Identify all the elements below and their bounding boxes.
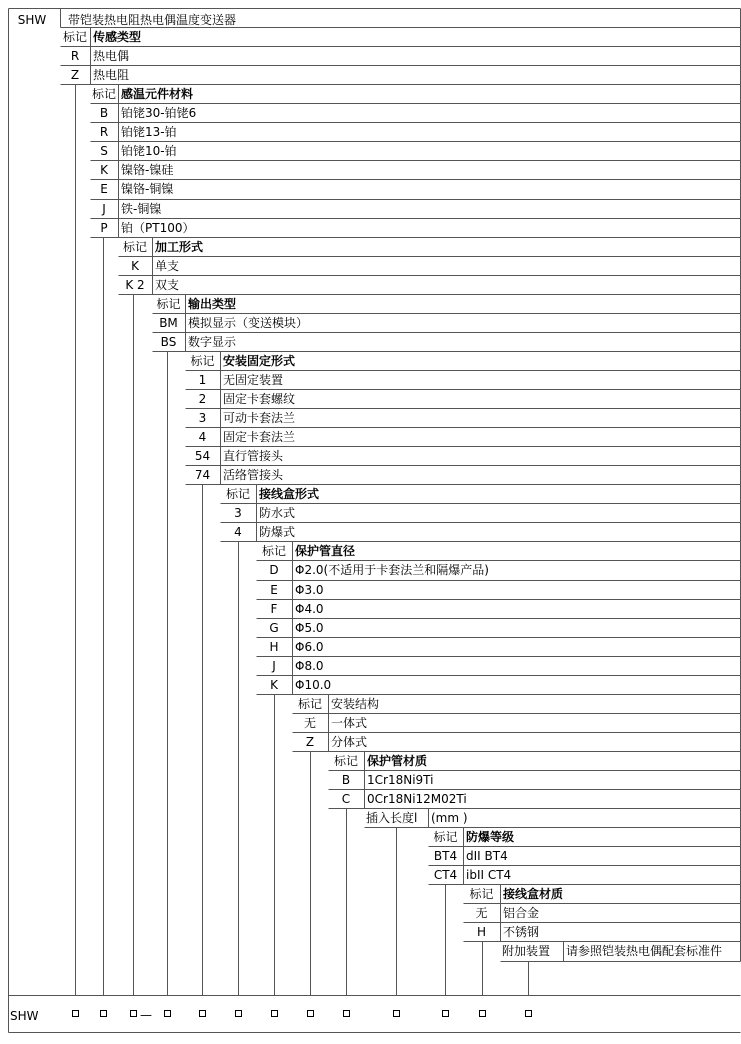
- option-code: 1: [198, 373, 207, 387]
- code-box: [72, 1010, 79, 1017]
- option-code: Z: [305, 735, 315, 749]
- section-code-header: 标记: [122, 240, 147, 254]
- section-code-header: 标记: [469, 887, 494, 901]
- option-label: Φ4.0: [295, 602, 324, 616]
- option-label: 0Cr18Ni12M02Ti: [367, 792, 467, 806]
- option-code: E: [270, 583, 278, 597]
- option-code: 4: [234, 525, 242, 539]
- option-code: K 2: [125, 278, 145, 292]
- section-title-element_material: 感温元件材料: [121, 87, 194, 101]
- code-box: [199, 1010, 206, 1017]
- option-label: 无固定装置: [223, 373, 284, 387]
- section-code-header: 标记: [92, 87, 117, 101]
- section-title-junction_box: 接线盒形式: [259, 487, 320, 501]
- option-code: B: [99, 106, 109, 120]
- code-box: [100, 1010, 107, 1017]
- option-label: 直行管接头: [223, 449, 284, 463]
- option-code: S: [100, 144, 108, 158]
- option-label: 热电阻: [93, 68, 130, 82]
- option-label: ibII CT4: [466, 868, 512, 882]
- option-code: F: [270, 602, 278, 616]
- section-title-processing: 加工形式: [155, 240, 204, 254]
- section-title-tube_material: 保护管材质: [367, 754, 428, 768]
- section-code-header: 标记: [433, 830, 458, 844]
- option-label: 一体式: [331, 716, 368, 730]
- section-title-box_material: 接线盒材质: [503, 887, 564, 901]
- option-label: Φ6.0: [295, 640, 324, 654]
- code-box: [442, 1010, 449, 1017]
- section-code-header: 标记: [261, 544, 286, 558]
- option-label: 不锈钢: [503, 925, 540, 939]
- section-title-explosion_grade: 防爆等级: [466, 830, 515, 844]
- product-title: 带铠装热电阻热电偶温度变送器: [68, 13, 237, 27]
- option-label: 模拟显示（变送模块）: [188, 316, 309, 330]
- bottom-model-code: SHW: [10, 1009, 39, 1023]
- option-code: BT4: [433, 849, 458, 863]
- section-code-header: 标记: [156, 297, 181, 311]
- option-label: 双支: [155, 278, 180, 292]
- option-label: dII BT4: [466, 849, 508, 863]
- option-code: 74: [194, 468, 211, 482]
- option-label: Φ10.0: [295, 678, 332, 692]
- option-label: 活络管接头: [223, 468, 284, 482]
- option-code: C: [341, 792, 351, 806]
- option-code: BM: [159, 316, 178, 330]
- option-label: Φ5.0: [295, 621, 324, 635]
- option-label: Φ3.0: [295, 583, 324, 597]
- option-label: 防水式: [259, 506, 296, 520]
- option-code: 无: [475, 906, 488, 920]
- option-code: E: [100, 182, 108, 196]
- option-code: H: [476, 925, 487, 939]
- option-code: K: [270, 678, 278, 692]
- option-code: CT4: [433, 868, 458, 882]
- code-box: [393, 1010, 400, 1017]
- section-code-header: 标记: [225, 487, 250, 501]
- option-label: 单支: [155, 259, 180, 273]
- code-box: [479, 1010, 486, 1017]
- option-label: 1Cr18Ni9Ti: [367, 773, 434, 787]
- code-box: [307, 1010, 314, 1017]
- option-code: 3: [234, 506, 242, 520]
- code-box: [235, 1010, 242, 1017]
- option-label: 防爆式: [259, 525, 296, 539]
- code-box: [525, 1010, 532, 1017]
- option-label: 铂铑13-铂: [121, 125, 177, 139]
- option-code: B: [341, 773, 351, 787]
- section-title-mounting: 安装固定形式: [223, 354, 296, 368]
- code-box: [164, 1010, 171, 1017]
- option-code: J: [102, 202, 106, 216]
- section-title-sensor_type: 传感类型: [93, 30, 142, 44]
- option-code: H: [269, 640, 279, 654]
- option-label: 固定卡套螺纹: [223, 392, 296, 406]
- option-label: 数字显示: [188, 335, 237, 349]
- option-label: 固定卡套法兰: [223, 430, 296, 444]
- code-box: [130, 1010, 137, 1017]
- option-code: R: [99, 125, 109, 139]
- option-code: BS: [160, 335, 177, 349]
- option-code: K: [100, 163, 108, 177]
- option-code: P: [100, 221, 108, 235]
- section-title-tube_diameter: 保护管直径: [295, 544, 356, 558]
- section-code-header: 标记: [62, 30, 87, 44]
- section-code-header: 附加装置: [502, 944, 551, 958]
- option-code: R: [70, 49, 80, 63]
- option-label: Φ8.0: [295, 659, 324, 673]
- option-label: 铁-铜镍: [121, 202, 162, 216]
- option-code: 4: [198, 430, 207, 444]
- option-code: J: [272, 659, 276, 673]
- section-code-header: 标记: [333, 754, 358, 768]
- option-code: Z: [70, 68, 80, 82]
- section-code-header: 标记: [190, 354, 215, 368]
- option-code: K: [131, 259, 139, 273]
- option-code: 3: [198, 411, 207, 425]
- section-code-header: 标记: [297, 697, 322, 711]
- option-label: 可动卡套法兰: [223, 411, 296, 425]
- section-title-extra: 请参照铠装热电偶配套标准件: [566, 944, 723, 958]
- option-label: 镍铬-镍硅: [121, 163, 174, 177]
- option-code: 2: [198, 392, 207, 406]
- option-code: G: [269, 621, 279, 635]
- option-label: Φ2.0(不适用于卡套法兰和隔爆产品): [295, 563, 489, 577]
- option-label: 铂铑10-铂: [121, 144, 177, 158]
- option-label: 镍铬-铜镍: [121, 182, 174, 196]
- code-box: [343, 1010, 350, 1017]
- model-code: SHW: [17, 13, 47, 27]
- option-label: 铂铑30-铂铑6: [121, 106, 197, 120]
- option-code: D: [269, 563, 279, 577]
- section-title-structure: 安装结构: [331, 697, 380, 711]
- section-title-output: 输出类型: [188, 297, 237, 311]
- option-label: 铝合金: [503, 906, 540, 920]
- option-code: 54: [194, 449, 211, 463]
- section-code-header: 插入长度l: [366, 811, 418, 825]
- option-label: 铂（PT100）: [121, 221, 195, 235]
- section-title-insert_length: (mm ): [431, 811, 468, 825]
- code-separator-dash: —: [140, 1008, 152, 1022]
- option-code: 无: [303, 716, 316, 730]
- option-label: 热电偶: [93, 49, 130, 63]
- option-label: 分体式: [331, 735, 368, 749]
- code-box: [271, 1010, 278, 1017]
